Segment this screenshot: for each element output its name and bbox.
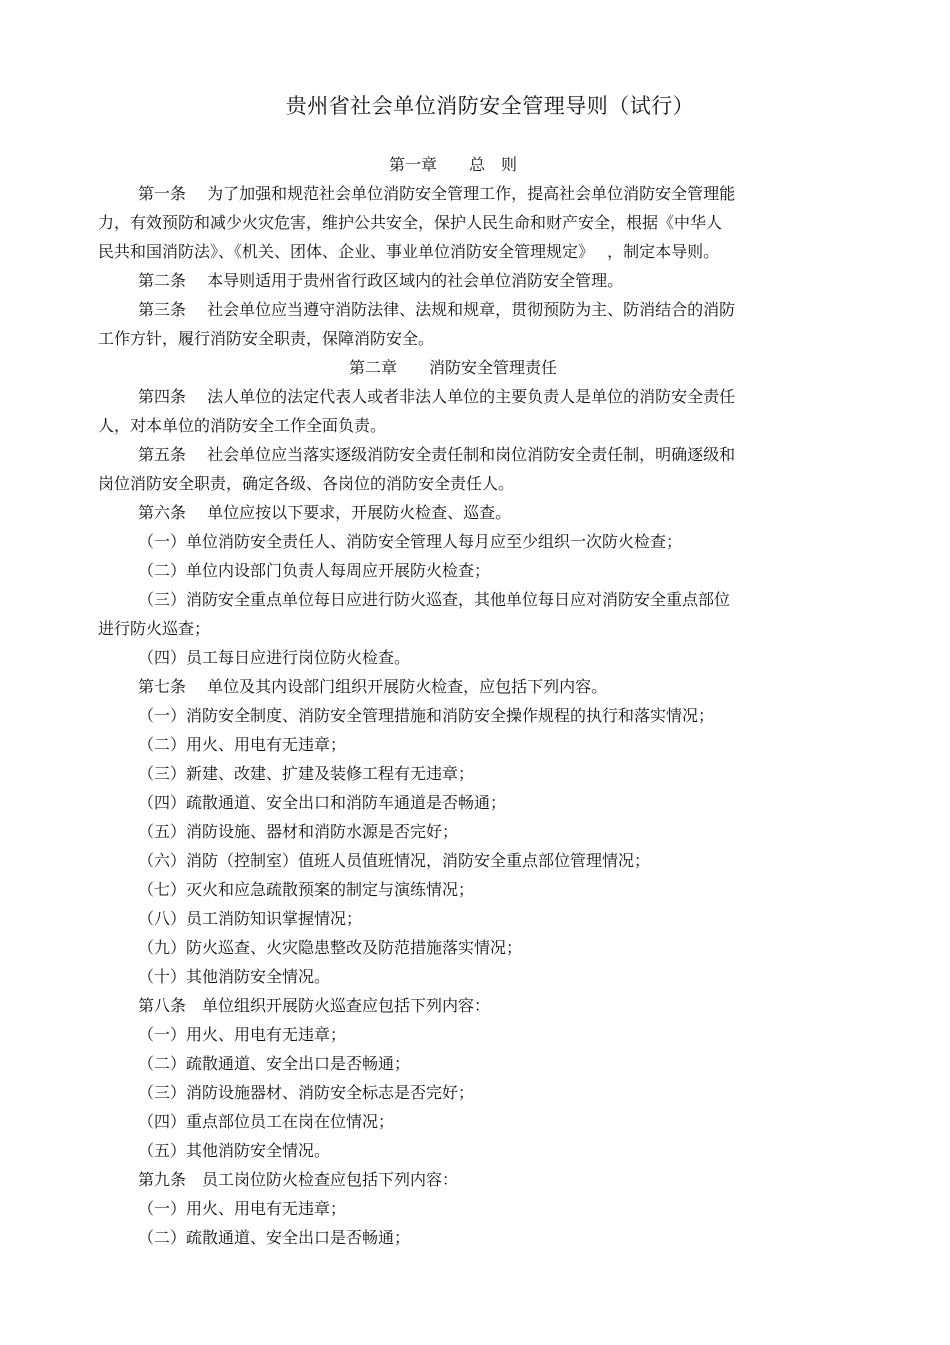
text-line: （三）新建、改建、扩建及装修工程有无违章； xyxy=(138,764,475,783)
text-line: （三）消防安全重点单位每日应进行防火巡查，其他单位每日应对消防安全重点部位 xyxy=(138,590,731,609)
text-line: 第二条 本导则适用于贵州省行政区域内的社会单位消防安全管理。 xyxy=(138,271,624,290)
text-line: （七）灭火和应急疏散预案的制定与演练情况； xyxy=(138,880,475,899)
text-line: （六）消防（控制室）值班人员值班情况，消防安全重点部位管理情况； xyxy=(138,851,651,870)
text-line: （二）用火、用电有无违章； xyxy=(138,735,347,754)
text-line: （二）疏散通道、安全出口是否畅通； xyxy=(138,1228,411,1247)
document-title: 贵州省社会单位消防安全管理导则（试行） xyxy=(285,94,695,118)
text-line: 人，对本单位的消防安全工作全面负责。 xyxy=(98,416,387,435)
text-line: 进行防火巡查； xyxy=(98,619,211,638)
text-line: 民共和国消防法》、《机关、团体、企业、事业单位消防安全管理规定》 ，制定本导则。 xyxy=(98,242,720,261)
text-line: （四）员工每日应进行岗位防火检查。 xyxy=(138,648,411,667)
text-line: 第六条 单位应按以下要求，开展防火检查、巡查。 xyxy=(138,503,512,522)
text-line: （一）用火、用电有无违章； xyxy=(138,1199,347,1218)
chapter-heading: 第一章 总 则 xyxy=(388,155,517,174)
text-line: （十）其他消防安全情况。 xyxy=(138,967,331,986)
text-line: （五）其他消防安全情况。 xyxy=(138,1141,331,1160)
text-line: 第三条 社会单位应当遵守消防法律、法规和规章，贯彻预防为主、防消结合的消防 xyxy=(138,300,736,319)
text-line: （一）消防安全制度、消防安全管理措施和消防安全操作规程的执行和落实情况； xyxy=(138,706,715,725)
text-line: （一）单位消防安全责任人、消防安全管理人每月应至少组织一次防火检查； xyxy=(138,532,683,551)
text-line: （一）用火、用电有无违章； xyxy=(138,1025,347,1044)
text-line: 第一条 为了加强和规范社会单位消防安全管理工作，提高社会单位消防安全管理能 xyxy=(138,184,736,203)
text-line: 第七条 单位及其内设部门组织开展防火检查，应包括下列内容。 xyxy=(138,677,608,696)
text-line: （四）重点部位员工在岗在位情况； xyxy=(138,1112,395,1131)
text-line: （三）消防设施器材、消防安全标志是否完好； xyxy=(138,1083,475,1102)
text-line: （二）疏散通道、安全出口是否畅通； xyxy=(138,1054,411,1073)
chapter-heading: 第二章 消防安全管理责任 xyxy=(348,358,557,377)
text-line: 第四条 法人单位的法定代表人或者非法人单位的主要负责人是单位的消防安全责任 xyxy=(138,387,736,406)
text-line: 第五条 社会单位应当落实逐级消防安全责任制和岗位消防安全责任制，明确逐级和 xyxy=(138,445,736,464)
text-line: （四）疏散通道、安全出口和消防车通道是否畅通； xyxy=(138,793,507,812)
text-line: 力，有效预防和减少火灾危害，维护公共安全，保护人民生命和财产安全，根据《中华人 xyxy=(98,213,723,232)
text-line: （五）消防设施、器材和消防水源是否完好； xyxy=(138,822,459,841)
text-line: 工作方针，履行消防安全职责，保障消防安全。 xyxy=(98,329,435,348)
text-line: 第九条 员工岗位防火检查应包括下列内容： xyxy=(138,1170,459,1189)
text-line: （九）防火巡查、火灾隐患整改及防范措施落实情况； xyxy=(138,938,523,957)
document-body xyxy=(98,150,808,1252)
text-line: 第八条 单位组织开展防火巡查应包括下列内容： xyxy=(138,996,491,1015)
text-line: （二）单位内设部门负责人每周应开展防火检查； xyxy=(138,561,491,580)
text-line: （八）员工消防知识掌握情况； xyxy=(138,909,363,928)
text-line: 岗位消防安全职责，确定各级、各岗位的消防安全责任人。 xyxy=(98,474,515,493)
